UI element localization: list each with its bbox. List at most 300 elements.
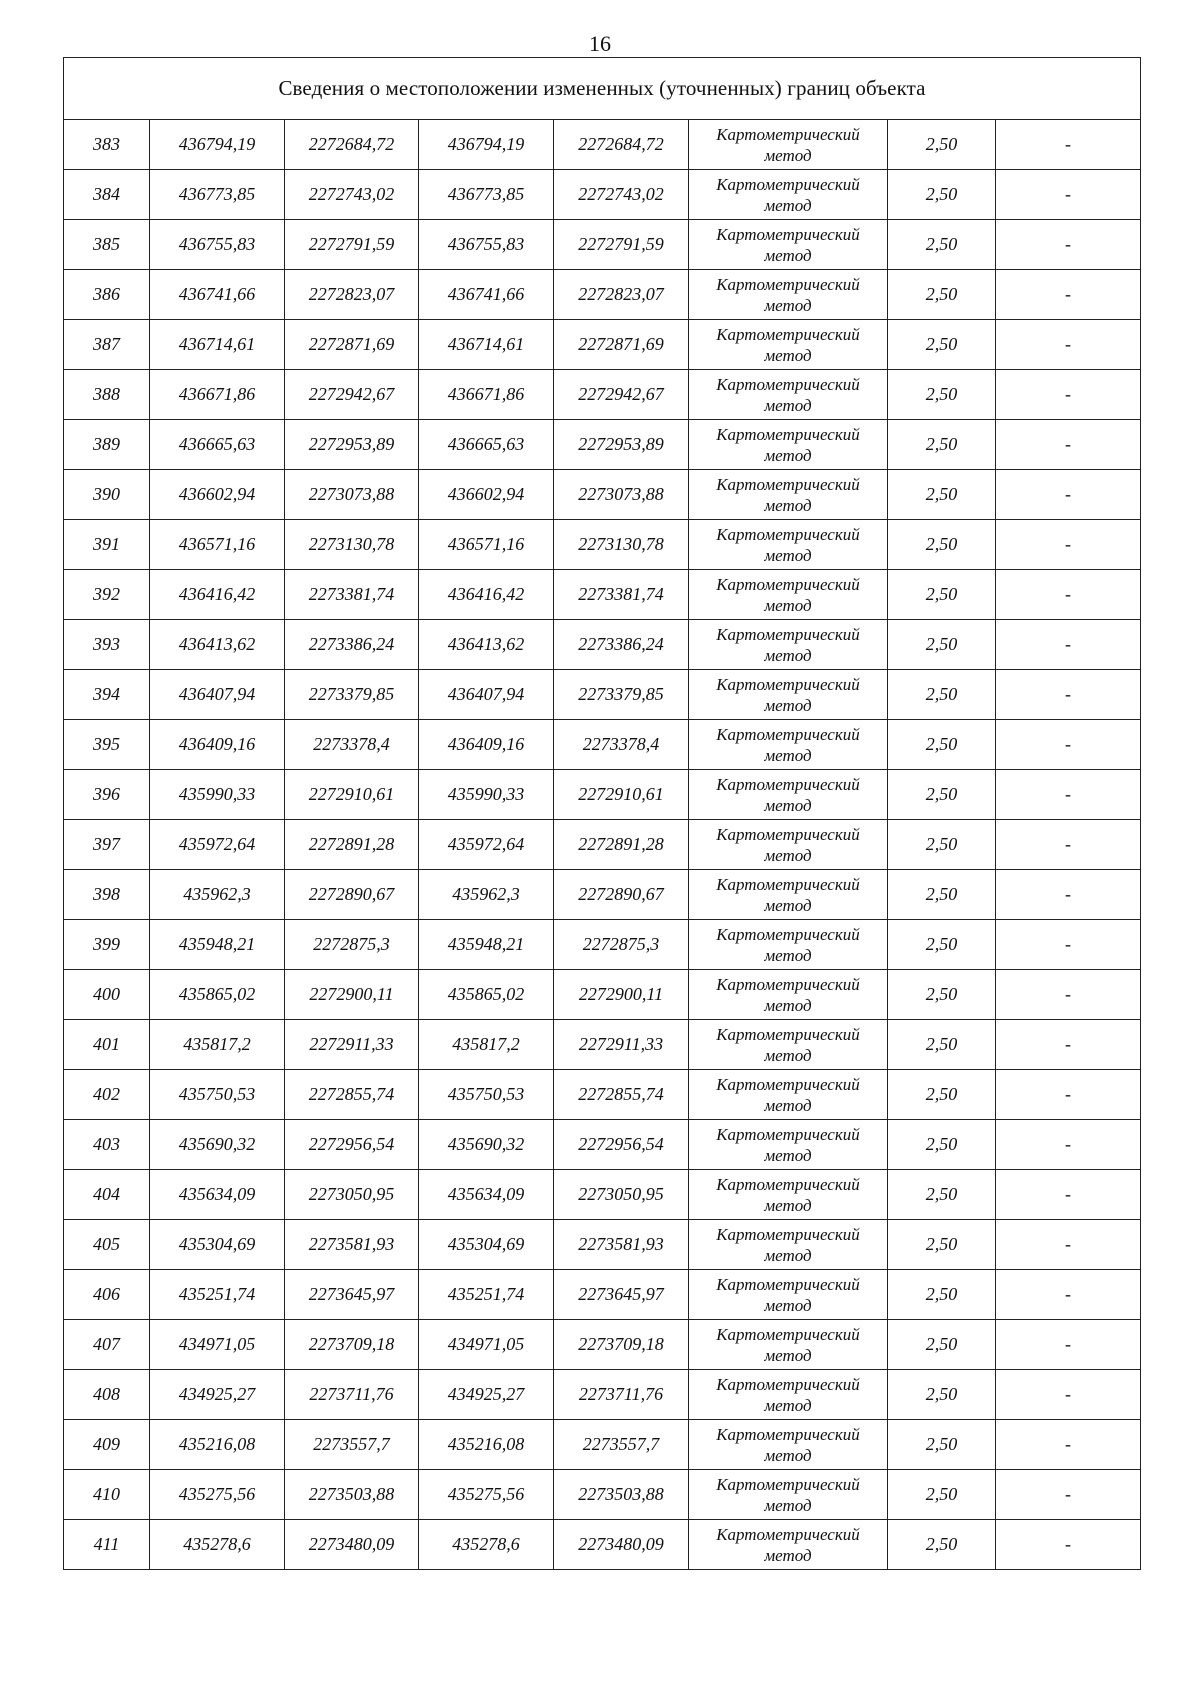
y-old-cell: 2273378,4 bbox=[285, 720, 419, 770]
y-new-cell: 2272956,54 bbox=[554, 1120, 689, 1170]
description-cell: - bbox=[996, 370, 1141, 420]
x-old-cell: 436407,94 bbox=[150, 670, 285, 720]
description-cell: - bbox=[996, 1370, 1141, 1420]
method-line-1: Картометрический bbox=[716, 1374, 860, 1394]
table-row bbox=[64, 1370, 1141, 1420]
description-cell: - bbox=[996, 670, 1141, 720]
method-cell bbox=[689, 320, 888, 370]
point-number-cell: 408 bbox=[64, 1370, 150, 1420]
x-new-cell: 436741,66 bbox=[419, 270, 554, 320]
method-line-2: метод bbox=[764, 245, 812, 265]
method-line-2: метод bbox=[764, 745, 812, 765]
x-new-cell: 435216,08 bbox=[419, 1420, 554, 1470]
method-line-1: Картометрический bbox=[716, 1324, 860, 1344]
point-number-cell: 383 bbox=[64, 120, 150, 170]
method-line-2: метод bbox=[764, 1145, 812, 1165]
method-line-2: метод bbox=[764, 1495, 812, 1515]
description-cell: - bbox=[996, 770, 1141, 820]
method-line-2: метод bbox=[764, 1045, 812, 1065]
x-new-cell: 435990,33 bbox=[419, 770, 554, 820]
method-line-2: метод bbox=[764, 345, 812, 365]
y-new-cell: 2273645,97 bbox=[554, 1270, 689, 1320]
description-cell: - bbox=[996, 1020, 1141, 1070]
description-cell: - bbox=[996, 1120, 1141, 1170]
x-new-cell: 436602,94 bbox=[419, 470, 554, 520]
method-line-1: Картометрический bbox=[716, 474, 860, 494]
table-row bbox=[64, 770, 1141, 820]
x-old-cell: 435817,2 bbox=[150, 1020, 285, 1070]
x-old-cell: 435690,32 bbox=[150, 1120, 285, 1170]
description-cell: - bbox=[996, 870, 1141, 920]
x-old-cell: 435634,09 bbox=[150, 1170, 285, 1220]
description-cell: - bbox=[996, 170, 1141, 220]
method-line-2: метод bbox=[764, 1445, 812, 1465]
method-line-1: Картометрический bbox=[716, 724, 860, 744]
x-new-cell: 436665,63 bbox=[419, 420, 554, 470]
point-number-cell: 405 bbox=[64, 1220, 150, 1270]
description-cell: - bbox=[996, 520, 1141, 570]
method-cell bbox=[689, 470, 888, 520]
point-number-cell: 385 bbox=[64, 220, 150, 270]
y-new-cell: 2273480,09 bbox=[554, 1520, 689, 1570]
accuracy-cell: 2,50 bbox=[888, 1470, 996, 1520]
method-cell bbox=[689, 1170, 888, 1220]
accuracy-cell: 2,50 bbox=[888, 1120, 996, 1170]
point-number-cell: 402 bbox=[64, 1070, 150, 1120]
x-old-cell: 436571,16 bbox=[150, 520, 285, 570]
accuracy-cell: 2,50 bbox=[888, 1520, 996, 1570]
y-new-cell: 2272743,02 bbox=[554, 170, 689, 220]
y-new-cell: 2272911,33 bbox=[554, 1020, 689, 1070]
x-old-cell: 436773,85 bbox=[150, 170, 285, 220]
x-new-cell: 436794,19 bbox=[419, 120, 554, 170]
accuracy-cell: 2,50 bbox=[888, 820, 996, 870]
method-line-1: Картометрический bbox=[716, 974, 860, 994]
y-new-cell: 2272855,74 bbox=[554, 1070, 689, 1120]
method-cell bbox=[689, 820, 888, 870]
method-cell bbox=[689, 670, 888, 720]
description-cell: - bbox=[996, 1520, 1141, 1570]
y-old-cell: 2273711,76 bbox=[285, 1370, 419, 1420]
boundary-coordinates-table bbox=[63, 57, 1141, 1570]
y-old-cell: 2272743,02 bbox=[285, 170, 419, 220]
y-old-cell: 2272823,07 bbox=[285, 270, 419, 320]
accuracy-cell: 2,50 bbox=[888, 1270, 996, 1320]
method-cell bbox=[689, 1420, 888, 1470]
y-new-cell: 2273711,76 bbox=[554, 1370, 689, 1420]
table-row bbox=[64, 670, 1141, 720]
x-old-cell: 435216,08 bbox=[150, 1420, 285, 1470]
table-row bbox=[64, 720, 1141, 770]
x-old-cell: 435750,53 bbox=[150, 1070, 285, 1120]
point-number-cell: 395 bbox=[64, 720, 150, 770]
x-new-cell: 435865,02 bbox=[419, 970, 554, 1020]
x-new-cell: 435750,53 bbox=[419, 1070, 554, 1120]
method-line-2: метод bbox=[764, 1345, 812, 1365]
y-old-cell: 2272875,3 bbox=[285, 920, 419, 970]
x-new-cell: 436409,16 bbox=[419, 720, 554, 770]
method-cell bbox=[689, 1120, 888, 1170]
method-line-2: метод bbox=[764, 1545, 812, 1565]
y-old-cell: 2272855,74 bbox=[285, 1070, 419, 1120]
x-old-cell: 436665,63 bbox=[150, 420, 285, 470]
description-cell: - bbox=[996, 720, 1141, 770]
description-cell: - bbox=[996, 220, 1141, 270]
method-line-2: метод bbox=[764, 1245, 812, 1265]
method-line-1: Картометрический bbox=[716, 1424, 860, 1444]
y-old-cell: 2273379,85 bbox=[285, 670, 419, 720]
accuracy-cell: 2,50 bbox=[888, 220, 996, 270]
accuracy-cell: 2,50 bbox=[888, 470, 996, 520]
x-old-cell: 435275,56 bbox=[150, 1470, 285, 1520]
y-old-cell: 2273050,95 bbox=[285, 1170, 419, 1220]
accuracy-cell: 2,50 bbox=[888, 970, 996, 1020]
x-new-cell: 436571,16 bbox=[419, 520, 554, 570]
point-number-cell: 398 bbox=[64, 870, 150, 920]
table-row bbox=[64, 620, 1141, 670]
point-number-cell: 401 bbox=[64, 1020, 150, 1070]
point-number-cell: 388 bbox=[64, 370, 150, 420]
method-line-2: метод bbox=[764, 695, 812, 715]
point-number-cell: 389 bbox=[64, 420, 150, 470]
method-line-2: метод bbox=[764, 195, 812, 215]
method-cell bbox=[689, 570, 888, 620]
y-old-cell: 2272890,67 bbox=[285, 870, 419, 920]
description-cell: - bbox=[996, 1070, 1141, 1120]
y-old-cell: 2272911,33 bbox=[285, 1020, 419, 1070]
point-number-cell: 387 bbox=[64, 320, 150, 370]
table-row bbox=[64, 1170, 1141, 1220]
method-line-1: Картометрический bbox=[716, 1074, 860, 1094]
point-number-cell: 399 bbox=[64, 920, 150, 970]
accuracy-cell: 2,50 bbox=[888, 920, 996, 970]
x-new-cell: 436714,61 bbox=[419, 320, 554, 370]
x-old-cell: 436413,62 bbox=[150, 620, 285, 670]
method-cell bbox=[689, 520, 888, 570]
method-line-1: Картометрический bbox=[716, 774, 860, 794]
method-cell bbox=[689, 620, 888, 670]
x-old-cell: 436714,61 bbox=[150, 320, 285, 370]
method-line-2: метод bbox=[764, 845, 812, 865]
y-new-cell: 2272684,72 bbox=[554, 120, 689, 170]
description-cell: - bbox=[996, 970, 1141, 1020]
y-new-cell: 2272891,28 bbox=[554, 820, 689, 870]
accuracy-cell: 2,50 bbox=[888, 870, 996, 920]
description-cell: - bbox=[996, 1170, 1141, 1220]
y-old-cell: 2273130,78 bbox=[285, 520, 419, 570]
description-cell: - bbox=[996, 320, 1141, 370]
y-old-cell: 2273503,88 bbox=[285, 1470, 419, 1520]
method-cell bbox=[689, 920, 888, 970]
description-cell: - bbox=[996, 820, 1141, 870]
x-old-cell: 434925,27 bbox=[150, 1370, 285, 1420]
method-cell bbox=[689, 170, 888, 220]
point-number-cell: 406 bbox=[64, 1270, 150, 1320]
x-old-cell: 436409,16 bbox=[150, 720, 285, 770]
method-line-1: Картометрический bbox=[716, 124, 860, 144]
point-number-cell: 392 bbox=[64, 570, 150, 620]
x-new-cell: 436407,94 bbox=[419, 670, 554, 720]
y-new-cell: 2272942,67 bbox=[554, 370, 689, 420]
method-line-1: Картометрический bbox=[716, 824, 860, 844]
accuracy-cell: 2,50 bbox=[888, 1170, 996, 1220]
table-row bbox=[64, 120, 1141, 170]
method-line-1: Картометрический bbox=[716, 1174, 860, 1194]
point-number-cell: 391 bbox=[64, 520, 150, 570]
method-cell bbox=[689, 1070, 888, 1120]
method-line-1: Картометрический bbox=[716, 524, 860, 544]
table-row bbox=[64, 970, 1141, 1020]
method-line-2: метод bbox=[764, 1295, 812, 1315]
y-old-cell: 2273073,88 bbox=[285, 470, 419, 520]
y-new-cell: 2272871,69 bbox=[554, 320, 689, 370]
x-new-cell: 436413,62 bbox=[419, 620, 554, 670]
table-row bbox=[64, 1270, 1141, 1320]
method-line-2: метод bbox=[764, 1395, 812, 1415]
method-cell bbox=[689, 870, 888, 920]
description-cell: - bbox=[996, 1420, 1141, 1470]
point-number-cell: 393 bbox=[64, 620, 150, 670]
table-row bbox=[64, 520, 1141, 570]
table-row bbox=[64, 1320, 1141, 1370]
method-line-1: Картометрический bbox=[716, 174, 860, 194]
y-new-cell: 2272791,59 bbox=[554, 220, 689, 270]
x-old-cell: 434971,05 bbox=[150, 1320, 285, 1370]
y-new-cell: 2273386,24 bbox=[554, 620, 689, 670]
y-new-cell: 2272823,07 bbox=[554, 270, 689, 320]
accuracy-cell: 2,50 bbox=[888, 1220, 996, 1270]
method-cell bbox=[689, 770, 888, 820]
table-row bbox=[64, 1470, 1141, 1520]
x-new-cell: 435817,2 bbox=[419, 1020, 554, 1070]
description-cell: - bbox=[996, 920, 1141, 970]
method-line-2: метод bbox=[764, 295, 812, 315]
table-row bbox=[64, 1420, 1141, 1470]
method-cell bbox=[689, 1020, 888, 1070]
method-line-1: Картометрический bbox=[716, 224, 860, 244]
method-line-2: метод bbox=[764, 595, 812, 615]
method-line-2: метод bbox=[764, 145, 812, 165]
point-number-cell: 394 bbox=[64, 670, 150, 720]
x-old-cell: 436602,94 bbox=[150, 470, 285, 520]
x-new-cell: 436671,86 bbox=[419, 370, 554, 420]
y-old-cell: 2272953,89 bbox=[285, 420, 419, 470]
accuracy-cell: 2,50 bbox=[888, 370, 996, 420]
y-new-cell: 2272875,3 bbox=[554, 920, 689, 970]
description-cell: - bbox=[996, 1470, 1141, 1520]
description-cell: - bbox=[996, 1220, 1141, 1270]
point-number-cell: 396 bbox=[64, 770, 150, 820]
description-cell: - bbox=[996, 420, 1141, 470]
method-line-1: Картометрический bbox=[716, 1524, 860, 1544]
page-number: 16 bbox=[589, 31, 611, 56]
x-new-cell: 435948,21 bbox=[419, 920, 554, 970]
method-cell bbox=[689, 1370, 888, 1420]
accuracy-cell: 2,50 bbox=[888, 1370, 996, 1420]
x-old-cell: 436416,42 bbox=[150, 570, 285, 620]
x-new-cell: 435690,32 bbox=[419, 1120, 554, 1170]
y-new-cell: 2273130,78 bbox=[554, 520, 689, 570]
method-line-1: Картометрический bbox=[716, 424, 860, 444]
description-cell: - bbox=[996, 620, 1141, 670]
method-line-2: метод bbox=[764, 795, 812, 815]
method-line-1: Картометрический bbox=[716, 1474, 860, 1494]
description-cell: - bbox=[996, 570, 1141, 620]
method-cell bbox=[689, 370, 888, 420]
y-new-cell: 2273073,88 bbox=[554, 470, 689, 520]
method-line-1: Картометрический bbox=[716, 1024, 860, 1044]
x-new-cell: 435251,74 bbox=[419, 1270, 554, 1320]
table-row bbox=[64, 470, 1141, 520]
y-old-cell: 2272791,59 bbox=[285, 220, 419, 270]
y-old-cell: 2272871,69 bbox=[285, 320, 419, 370]
method-cell bbox=[689, 420, 888, 470]
y-old-cell: 2273381,74 bbox=[285, 570, 419, 620]
x-new-cell: 436416,42 bbox=[419, 570, 554, 620]
accuracy-cell: 2,50 bbox=[888, 570, 996, 620]
x-old-cell: 436741,66 bbox=[150, 270, 285, 320]
x-new-cell: 436773,85 bbox=[419, 170, 554, 220]
point-number-cell: 407 bbox=[64, 1320, 150, 1370]
y-old-cell: 2273645,97 bbox=[285, 1270, 419, 1320]
y-old-cell: 2273709,18 bbox=[285, 1320, 419, 1370]
y-new-cell: 2273379,85 bbox=[554, 670, 689, 720]
y-old-cell: 2272910,61 bbox=[285, 770, 419, 820]
x-old-cell: 435278,6 bbox=[150, 1520, 285, 1570]
y-old-cell: 2272956,54 bbox=[285, 1120, 419, 1170]
y-old-cell: 2273581,93 bbox=[285, 1220, 419, 1270]
method-cell bbox=[689, 1520, 888, 1570]
y-new-cell: 2273050,95 bbox=[554, 1170, 689, 1220]
point-number-cell: 390 bbox=[64, 470, 150, 520]
method-line-1: Картометрический bbox=[716, 374, 860, 394]
x-new-cell: 434925,27 bbox=[419, 1370, 554, 1420]
table-row bbox=[64, 920, 1141, 970]
table-row bbox=[64, 170, 1141, 220]
point-number-cell: 411 bbox=[64, 1520, 150, 1570]
accuracy-cell: 2,50 bbox=[888, 670, 996, 720]
accuracy-cell: 2,50 bbox=[888, 620, 996, 670]
accuracy-cell: 2,50 bbox=[888, 720, 996, 770]
point-number-cell: 386 bbox=[64, 270, 150, 320]
table-row bbox=[64, 820, 1141, 870]
description-cell: - bbox=[996, 470, 1141, 520]
accuracy-cell: 2,50 bbox=[888, 420, 996, 470]
table-row bbox=[64, 1520, 1141, 1570]
x-old-cell: 436755,83 bbox=[150, 220, 285, 270]
method-line-2: метод bbox=[764, 395, 812, 415]
point-number-cell: 400 bbox=[64, 970, 150, 1020]
x-new-cell: 436755,83 bbox=[419, 220, 554, 270]
description-cell: - bbox=[996, 120, 1141, 170]
method-cell bbox=[689, 1320, 888, 1370]
x-new-cell: 435304,69 bbox=[419, 1220, 554, 1270]
accuracy-cell: 2,50 bbox=[888, 120, 996, 170]
x-new-cell: 434971,05 bbox=[419, 1320, 554, 1370]
method-line-2: метод bbox=[764, 895, 812, 915]
point-number-cell: 384 bbox=[64, 170, 150, 220]
table-row bbox=[64, 1070, 1141, 1120]
method-cell bbox=[689, 1270, 888, 1320]
method-line-1: Картометрический bbox=[716, 874, 860, 894]
table-row bbox=[64, 1120, 1141, 1170]
point-number-cell: 410 bbox=[64, 1470, 150, 1520]
x-new-cell: 435275,56 bbox=[419, 1470, 554, 1520]
accuracy-cell: 2,50 bbox=[888, 1020, 996, 1070]
x-old-cell: 435972,64 bbox=[150, 820, 285, 870]
x-new-cell: 435972,64 bbox=[419, 820, 554, 870]
method-cell bbox=[689, 720, 888, 770]
x-old-cell: 435251,74 bbox=[150, 1270, 285, 1320]
point-number-cell: 409 bbox=[64, 1420, 150, 1470]
method-line-1: Картометрический bbox=[716, 674, 860, 694]
table-row bbox=[64, 570, 1141, 620]
y-new-cell: 2272910,61 bbox=[554, 770, 689, 820]
accuracy-cell: 2,50 bbox=[888, 170, 996, 220]
table-row bbox=[64, 220, 1141, 270]
description-cell: - bbox=[996, 1320, 1141, 1370]
y-new-cell: 2273581,93 bbox=[554, 1220, 689, 1270]
y-new-cell: 2273378,4 bbox=[554, 720, 689, 770]
method-line-1: Картометрический bbox=[716, 1124, 860, 1144]
method-line-1: Картометрический bbox=[716, 574, 860, 594]
method-line-2: метод bbox=[764, 945, 812, 965]
description-cell: - bbox=[996, 270, 1141, 320]
method-cell bbox=[689, 1470, 888, 1520]
y-old-cell: 2272900,11 bbox=[285, 970, 419, 1020]
x-old-cell: 435990,33 bbox=[150, 770, 285, 820]
point-number-cell: 397 bbox=[64, 820, 150, 870]
y-new-cell: 2272900,11 bbox=[554, 970, 689, 1020]
point-number-cell: 403 bbox=[64, 1120, 150, 1170]
x-old-cell: 436671,86 bbox=[150, 370, 285, 420]
method-cell bbox=[689, 270, 888, 320]
accuracy-cell: 2,50 bbox=[888, 770, 996, 820]
method-line-2: метод bbox=[764, 545, 812, 565]
method-cell bbox=[689, 970, 888, 1020]
y-new-cell: 2273557,7 bbox=[554, 1420, 689, 1470]
x-old-cell: 435962,3 bbox=[150, 870, 285, 920]
method-line-2: метод bbox=[764, 995, 812, 1015]
accuracy-cell: 2,50 bbox=[888, 520, 996, 570]
y-old-cell: 2272684,72 bbox=[285, 120, 419, 170]
y-old-cell: 2272891,28 bbox=[285, 820, 419, 870]
point-number-cell: 404 bbox=[64, 1170, 150, 1220]
table-row bbox=[64, 1220, 1141, 1270]
x-old-cell: 435304,69 bbox=[150, 1220, 285, 1270]
x-old-cell: 436794,19 bbox=[150, 120, 285, 170]
accuracy-cell: 2,50 bbox=[888, 1070, 996, 1120]
method-cell bbox=[689, 220, 888, 270]
x-new-cell: 435634,09 bbox=[419, 1170, 554, 1220]
y-old-cell: 2273480,09 bbox=[285, 1520, 419, 1570]
y-new-cell: 2273381,74 bbox=[554, 570, 689, 620]
x-old-cell: 435948,21 bbox=[150, 920, 285, 970]
table-row bbox=[64, 870, 1141, 920]
x-new-cell: 435962,3 bbox=[419, 870, 554, 920]
y-old-cell: 2273557,7 bbox=[285, 1420, 419, 1470]
table-row bbox=[64, 270, 1141, 320]
method-line-1: Картометрический bbox=[716, 324, 860, 344]
accuracy-cell: 2,50 bbox=[888, 1320, 996, 1370]
method-line-2: метод bbox=[764, 445, 812, 465]
y-old-cell: 2272942,67 bbox=[285, 370, 419, 420]
table-body bbox=[64, 120, 1141, 1570]
method-line-2: метод bbox=[764, 495, 812, 515]
y-new-cell: 2272890,67 bbox=[554, 870, 689, 920]
table-row bbox=[64, 320, 1141, 370]
method-line-1: Картометрический bbox=[716, 624, 860, 644]
